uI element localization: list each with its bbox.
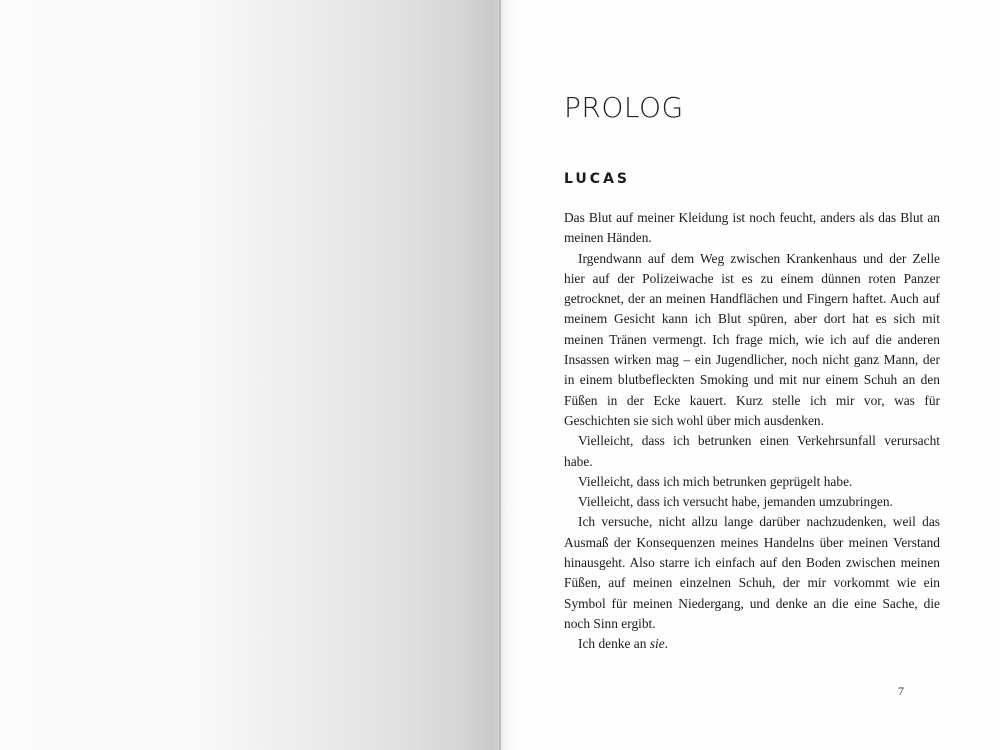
pov-character-name: LUCAS bbox=[564, 171, 630, 187]
closing-paragraph bbox=[564, 634, 940, 654]
paragraph: Vielleicht, dass ich mich betrunken geprügelt habe. bbox=[578, 473, 853, 489]
paragraph: Das Blut auf meiner Kleidung ist noch feucht, anders als das Blut an meinen Händen. bbox=[564, 210, 940, 246]
chapter-title: PROLOG bbox=[564, 91, 684, 124]
paragraph: Irgendwann auf dem Weg zwischen Krankenhaus und der Zelle hier auf der Polizeiwache ist es zu einem dünnen roten Panzer getrocknet, der an meinen Handflächen und Fingern haftet. Auch auf meinem Gesicht kann ich Blut spüren, aber dort hat es sich mit meinen Tränen vermengt. Ich frage mich, wie ich auf die anderen Insassen wirken mag – ein Jugendlicher, noch nicht ganz Mann, der in einem blutbefleckten Smoking und mit nur einem Schuh an den Füßen in der Ecke kauert. Kurz stelle ich mir vor, was für Geschichten sie sich wohl über mich ausdenken. bbox=[564, 250, 940, 428]
paragraph: Vielleicht, dass ich versucht habe, jemanden umzubringen. bbox=[578, 494, 893, 510]
closing-text: Ich denke an bbox=[578, 636, 650, 652]
chapter-body bbox=[564, 208, 940, 655]
closing-punctuation: . bbox=[664, 636, 668, 652]
paragraph: Vielleicht, dass ich betrunken einen Verkehrsunfall verursacht habe. bbox=[564, 433, 940, 469]
closing-emphasis: sie bbox=[649, 636, 665, 652]
right-page bbox=[500, 0, 1000, 750]
paragraph: Ich versuche, nicht allzu lange darüber nachzudenken, weil das Ausmaß der Konsequenzen meines Handelns über meinen Verstand hinausgeht. Also starre ich einfach auf den Boden zwischen meinen Füßen, auf meinen einzelnen Schuh, der mir vorkommt wie ein Symbol für meinen Niedergang, und denke an die eine Sache, die noch Sinn ergibt. bbox=[564, 514, 940, 631]
page-number: 7 bbox=[898, 684, 904, 698]
book-gutter bbox=[499, 0, 501, 750]
